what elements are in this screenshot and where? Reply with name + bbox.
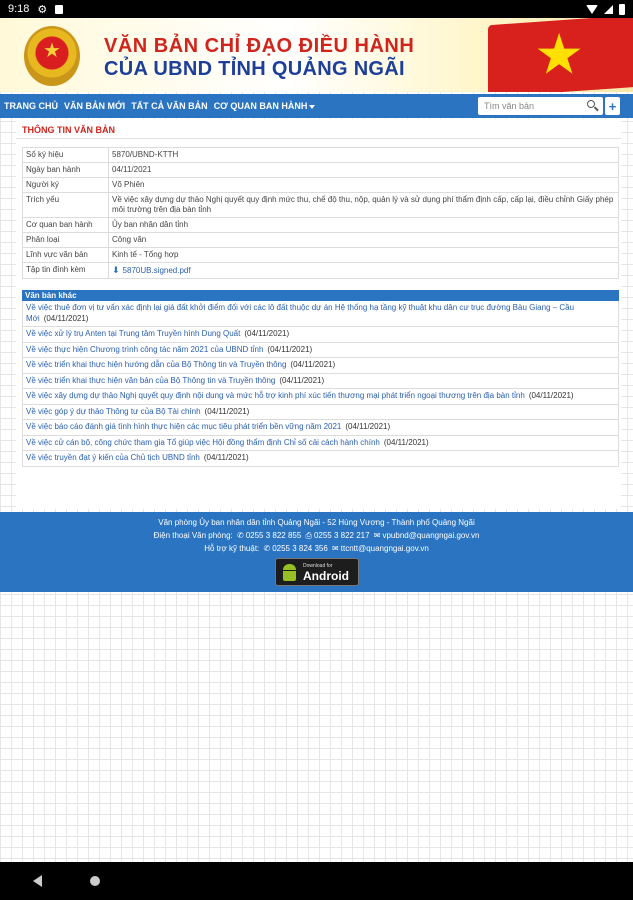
doc-link[interactable]: Về việc triển khai thực hiện hướng dẫn của Bộ Thông tin và Truyền thông <box>26 360 287 369</box>
list-item <box>22 358 619 374</box>
attachment-cell <box>109 263 619 279</box>
flag-icon: ★ <box>488 18 633 92</box>
document-info-table <box>22 147 619 279</box>
row-value: 5870/UBND-KTTH <box>109 148 619 163</box>
doc-date: (04/11/2021) <box>43 313 89 323</box>
table-row <box>23 193 619 218</box>
row-key: Phân loại <box>23 233 109 248</box>
site-title[interactable] <box>104 35 414 81</box>
list-item <box>22 374 619 390</box>
main-nav <box>0 94 633 118</box>
list-item <box>22 451 619 467</box>
email-icon: ✉ <box>332 544 339 553</box>
divider <box>16 138 621 139</box>
fax-icon: ⎙ <box>305 531 312 540</box>
list-item <box>22 343 619 359</box>
battery-icon <box>619 4 625 15</box>
fax-number: 0255 3 822 217 <box>313 531 370 540</box>
other-docs-list <box>22 301 619 467</box>
row-value: Ủy ban nhân dân tỉnh <box>109 218 619 233</box>
footer-contact-row <box>0 529 633 542</box>
badge-small-text: Download for <box>303 563 333 569</box>
row-key: Người ký <box>23 178 109 193</box>
nav-issuing-agency-label: CƠ QUAN BAN HÀNH <box>213 101 308 111</box>
add-button[interactable]: + <box>605 97 620 115</box>
national-emblem-icon: ★ <box>24 26 80 86</box>
sd-card-icon <box>55 5 63 14</box>
row-key: Lĩnh vực văn bản <box>23 248 109 263</box>
status-bar <box>0 0 633 18</box>
gear-icon: ⚙ <box>37 3 48 16</box>
list-item <box>22 389 619 405</box>
doc-date: (04/11/2021) <box>267 344 313 354</box>
row-key: Trích yếu <box>23 193 109 218</box>
search-icon[interactable] <box>587 100 599 112</box>
doc-date: (04/11/2021) <box>290 360 336 369</box>
doc-date: (04/11/2021) <box>345 422 391 431</box>
document-panel <box>16 119 621 509</box>
doc-link[interactable]: Về việc thực hiện Chương trình công tác năm 2021 của UBND tỉnh <box>26 344 264 354</box>
doc-link[interactable]: Về việc xây dựng dự thảo Nghị quyết quy định nội dung và mức hỗ trợ kinh phí xúc tiến thương mại phát triển ngoại thương trên địa bàn tỉnh <box>26 391 525 400</box>
footer-address: Văn phòng Ủy ban nhân dân tỉnh Quảng Ngãi - 52 Hùng Vương - Thành phố Quảng Ngãi <box>158 518 475 527</box>
nav-issuing-agency[interactable] <box>211 101 319 111</box>
row-value: Về việc xây dựng dự thảo Nghị quyết quy định mức thu, chế độ thu, nộp, quản lý và sử dụng phí thẩm định cấp, cấp lại, điều chỉnh Giấy phép môi trường trên địa bàn tỉnh <box>109 193 619 218</box>
email-link[interactable]: vpubnd@quangngai.gov.vn <box>382 531 480 540</box>
footer <box>0 512 633 592</box>
list-item <box>22 436 619 452</box>
nav-all-docs[interactable]: TẤT CẢ VĂN BẢN <box>131 101 208 111</box>
email-icon: ✉ <box>373 531 381 540</box>
support-email-link[interactable]: ttcntt@quangngai.gov.vn <box>340 544 429 553</box>
row-key: Số ký hiệu <box>23 148 109 163</box>
row-value: 04/11/2021 <box>109 163 619 178</box>
phone-label: Điện thoại Văn phòng: <box>153 531 233 540</box>
row-value: Kinh tế - Tổng hợp <box>109 248 619 263</box>
attachment-link[interactable]: 5870UB.signed.pdf <box>122 266 191 275</box>
table-row <box>23 233 619 248</box>
footer-support-row <box>0 542 633 555</box>
doc-link[interactable]: Về việc xử lý trụ Anten tại Trung tâm Truyền hình Dung Quất <box>26 329 241 338</box>
table-row <box>23 263 619 279</box>
row-key: Ngày ban hành <box>23 163 109 178</box>
doc-link[interactable]: Về việc góp ý dự thảo Thông tư của Bộ Tài chính <box>26 406 201 416</box>
doc-link[interactable]: Về việc báo cáo đánh giá tình hình thực hiện các mục tiêu phát triển bền vững năm 2021 <box>26 422 342 431</box>
row-value: Công văn <box>109 233 619 248</box>
android-icon <box>281 564 298 582</box>
doc-link[interactable]: Về việc truyền đạt ý kiến của Chủ tịch UBND tỉnh <box>26 453 200 462</box>
phone-icon: ✆ <box>236 531 244 540</box>
support-phone[interactable]: 0255 3 824 356 <box>272 544 328 553</box>
wifi-icon <box>586 5 598 14</box>
row-value: Võ Phiên <box>109 178 619 193</box>
status-time: 9:18 <box>8 3 30 15</box>
section-title: THÔNG TIN VĂN BẢN <box>22 125 115 135</box>
doc-date: (04/11/2021) <box>383 437 429 447</box>
table-row <box>23 248 619 263</box>
row-key: Tập tin đính kèm <box>23 263 109 279</box>
doc-date: (04/11/2021) <box>528 391 574 400</box>
phone-number[interactable]: 0255 3 822 855 <box>245 531 302 540</box>
site-title-line2: CỦA UBND TỈNH QUẢNG NGÃI <box>104 58 405 80</box>
back-icon[interactable] <box>33 875 42 887</box>
search-placeholder: Tìm văn bản <box>484 101 535 111</box>
support-label: Hỗ trợ kỹ thuật: <box>204 544 260 553</box>
list-item <box>22 327 619 343</box>
chevron-down-icon <box>309 105 315 109</box>
badge-big-text: Android <box>303 569 349 583</box>
doc-date: (04/11/2021) <box>203 453 249 462</box>
doc-date: (04/11/2021) <box>204 406 250 416</box>
list-item <box>22 405 619 421</box>
nav-new-docs[interactable]: VĂN BẢN MỚI <box>64 101 126 111</box>
table-row <box>23 163 619 178</box>
nav-home[interactable]: TRANG CHỦ <box>4 101 58 111</box>
table-row <box>23 148 619 163</box>
home-icon[interactable] <box>90 876 100 886</box>
table-row <box>23 218 619 233</box>
list-item <box>22 301 619 327</box>
other-docs-header: Văn bản khác <box>22 290 619 301</box>
android-download-button[interactable] <box>275 558 359 586</box>
doc-date: (04/11/2021) <box>244 329 290 338</box>
site-title-line1: VĂN BẢN CHỈ ĐẠO ĐIỀU HÀNH <box>104 35 415 57</box>
search-input[interactable] <box>478 97 603 115</box>
system-nav-bar <box>0 862 633 900</box>
doc-link[interactable]: Về việc cử cán bộ, công chức tham gia Tổ giúp việc Hội đồng thẩm định Chỉ số cải cách hành chính <box>26 437 380 447</box>
doc-link[interactable]: Về việc triển khai thực hiện văn bản của Bộ Thông tin và Truyền thông <box>26 375 276 385</box>
row-key: Cơ quan ban hành <box>23 218 109 233</box>
doc-date: (04/11/2021) <box>279 375 325 385</box>
phone-icon: ✆ <box>263 544 271 553</box>
list-item <box>22 420 619 436</box>
header-banner <box>0 18 633 92</box>
download-icon[interactable]: ⬇ <box>112 265 120 275</box>
doc-link[interactable]: Về việc thuê đơn vị tư vấn xác định lại giá đất khởi điểm đối với các lô đất thuộc dự án Hệ thống hạ tầng kỹ thuật khu dân cư trục đường Bàu Giang – Cầu Mới <box>26 303 575 323</box>
signal-icon <box>604 5 613 14</box>
table-row <box>23 178 619 193</box>
